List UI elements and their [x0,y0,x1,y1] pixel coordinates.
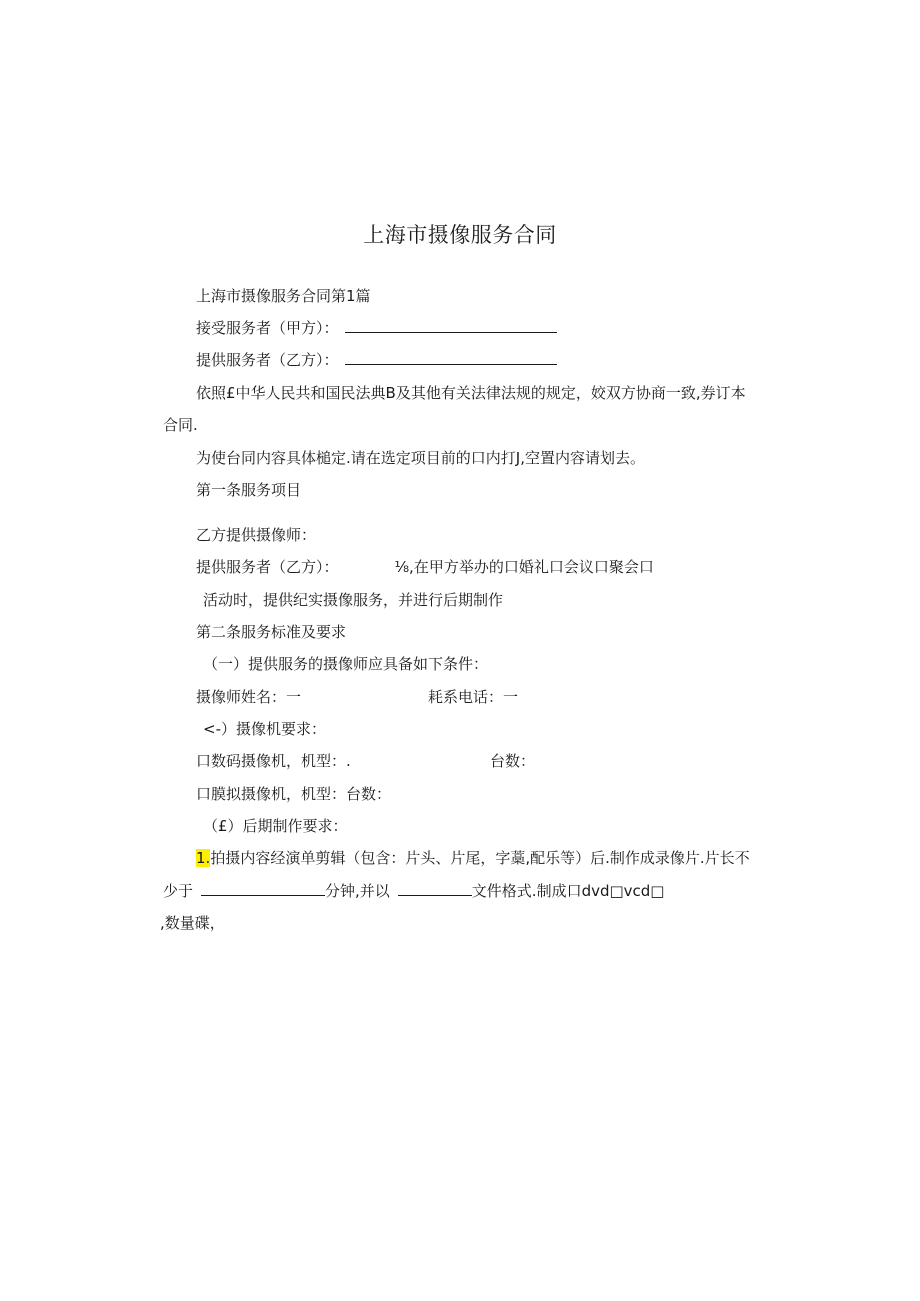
b-provides-line: 乙方提供摄像师： [196,526,317,544]
party-b-blank [345,350,557,365]
format-blank [398,881,472,896]
req-1-line: （一）提供服务的摄像师应具备如下条件： [203,655,489,673]
service-line [196,557,654,577]
item-1-tail: ,数量碟， [160,914,225,932]
party-b-label: 提供服务者（乙方）： [196,351,339,369]
party-a-label: 接受服务者（甲方）： [196,319,339,337]
instruction-line: 为使台同内容具体槌定.请在选定项目前的口内打J,空置内容请划去。 [196,449,645,467]
digital-cam-line: 口数码摄像机，机型：. [196,752,351,770]
minutes-blank [201,881,325,896]
service-party-label: 提供服务者（乙方）： [196,558,339,576]
req-2-line: <-）摄像机要求： [203,720,326,738]
digital-count: 台数： [490,752,536,770]
item-1-cont-b: 分钟,并以 [325,882,390,900]
service-detail: ⅛,在甲方举办的口婚礼口会议口聚会口 [394,558,654,576]
contact-phone: 耗系电话：一 [428,688,519,706]
req-3-line: （£）后期制作要求： [203,817,348,835]
basis-line-2: 合同. [163,416,198,434]
basis-line-1: 依照£中华人民共和国民法典B及其他有关法律法规的规定，姣双方协商一致,券订本 [196,384,746,402]
page-title: 上海市摄像服务合同 [363,223,557,247]
party-a-line [196,318,557,338]
item-1-cont-line [163,881,664,901]
service-cont-line: 活动时，提供纪实摄像服务，并进行后期制作 [203,591,504,609]
subtitle: 上海市摄像服务合同第1篇 [196,287,371,305]
item-1-text: 拍摄内容经演单剪辑（包含：片头、片尾，字藁,配乐等）后.制作成录像片.片长不 [210,849,750,867]
party-a-blank [345,318,557,333]
item-1-number: 1. [196,849,211,867]
analog-cam-line: 口膜拟摄像机，机型：台数： [196,785,392,803]
item-1-cont-a: 少于 [163,882,194,900]
article-2-heading: 第二条服务标准及要求 [196,623,347,641]
item-1-line [196,848,750,868]
photographer-name: 摄像师姓名：一 [196,688,302,706]
party-b-line [196,350,557,370]
article-1-heading: 第一条服务项目 [196,481,302,499]
item-1-cont-c: 文件格式.制成口dvd□vcd□ [471,882,665,900]
